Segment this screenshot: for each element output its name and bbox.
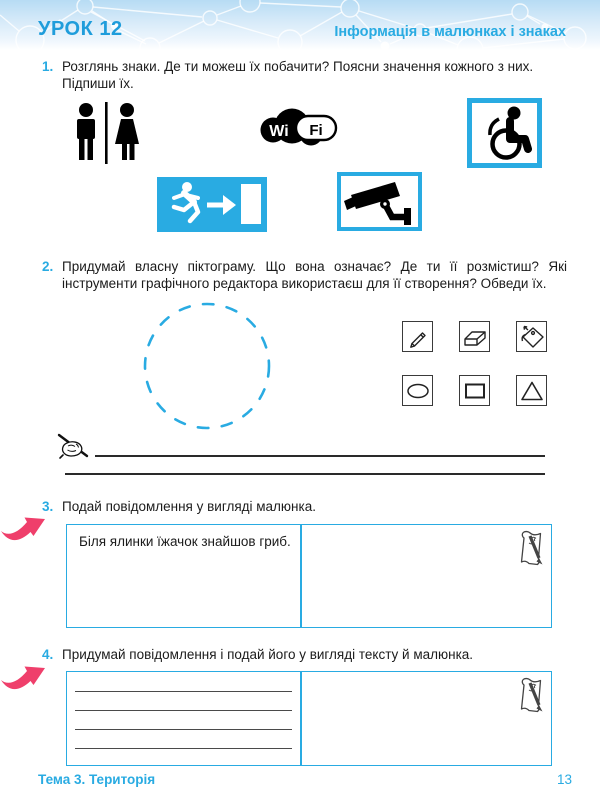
lesson-number-title: УРОК 12 [38, 18, 123, 40]
box-divider [300, 525, 302, 627]
answer-line-1 [95, 455, 545, 457]
task-3-message: Біля ялинки їжачок знайшов гриб. [79, 534, 291, 549]
running-man-exit-icon [157, 177, 267, 232]
pink-arrow-marker-icon [0, 506, 46, 546]
triangle-icon [519, 378, 545, 404]
task-2 [42, 258, 567, 292]
text-line-2 [75, 710, 292, 711]
task-4-number: 4. [42, 647, 54, 662]
text-line-4 [75, 748, 292, 749]
rectangle-icon [462, 378, 488, 404]
tool-ellipse [402, 375, 433, 406]
footer-page-number: 13 [556, 772, 572, 787]
tool-triangle [516, 375, 547, 406]
wc-restroom-sign-icon [72, 102, 142, 166]
text-line-3 [75, 729, 292, 730]
pictogram-drawing-circle [142, 301, 272, 431]
tool-eraser [459, 321, 490, 352]
text-line-1 [75, 691, 292, 692]
task-3-number: 3. [42, 499, 54, 514]
cctv-camera-icon [341, 176, 418, 227]
answer-line-2 [65, 473, 545, 475]
task-4-answer-box [66, 671, 552, 766]
wifi-fi-label: Fi [309, 122, 323, 139]
wheelchair-accessibility-sign [467, 98, 542, 168]
task-4-text: Придумай повідомлення і подай його у вигляді тексту й малюнка. [62, 647, 474, 662]
paper-pencil-icon [516, 676, 546, 716]
writing-hand-icon [56, 433, 94, 461]
footer-theme: Тема 3. Територія [38, 772, 156, 787]
task-1-text: Розглянь знаки. Де ти можеш їх побачити? Поясни значення кожного з них. Підпиши їх. [62, 59, 534, 91]
tool-rectangle [459, 375, 490, 406]
wifi-sign-icon [259, 105, 339, 151]
eraser-icon [462, 324, 488, 350]
wifi-wi-label: Wi [269, 123, 289, 140]
task-1-number: 1. [42, 59, 54, 74]
cctv-camera-sign [337, 172, 422, 231]
task-1 [42, 58, 567, 92]
task-2-number: 2. [42, 259, 54, 274]
pencil-icon [406, 325, 430, 349]
page-header [0, 0, 600, 50]
fill-bucket-icon [519, 324, 545, 350]
emergency-exit-sign [157, 177, 267, 232]
paper-pencil-icon [516, 529, 546, 569]
task-3-answer-box [66, 524, 552, 628]
task-3-text: Подай повідомлення у вигляді малюнка. [62, 499, 316, 514]
tool-fill [516, 321, 547, 352]
tool-pencil [402, 321, 433, 352]
graphic-tools-grid [402, 321, 547, 406]
box-divider [300, 672, 302, 765]
task-4 [42, 646, 567, 663]
lesson-topic-title: Інформація в малюнках і знаках [334, 24, 566, 40]
task-2-text: Придумай власну піктограму. Що вона означає? Де ти її розмістиш? Які інструменти графічного редактора використаєш для її створення? Обведи їх. [62, 259, 567, 291]
ellipse-icon [405, 378, 431, 404]
task-3 [42, 498, 567, 515]
pink-arrow-marker-icon [0, 655, 46, 695]
wheelchair-icon [474, 104, 536, 162]
